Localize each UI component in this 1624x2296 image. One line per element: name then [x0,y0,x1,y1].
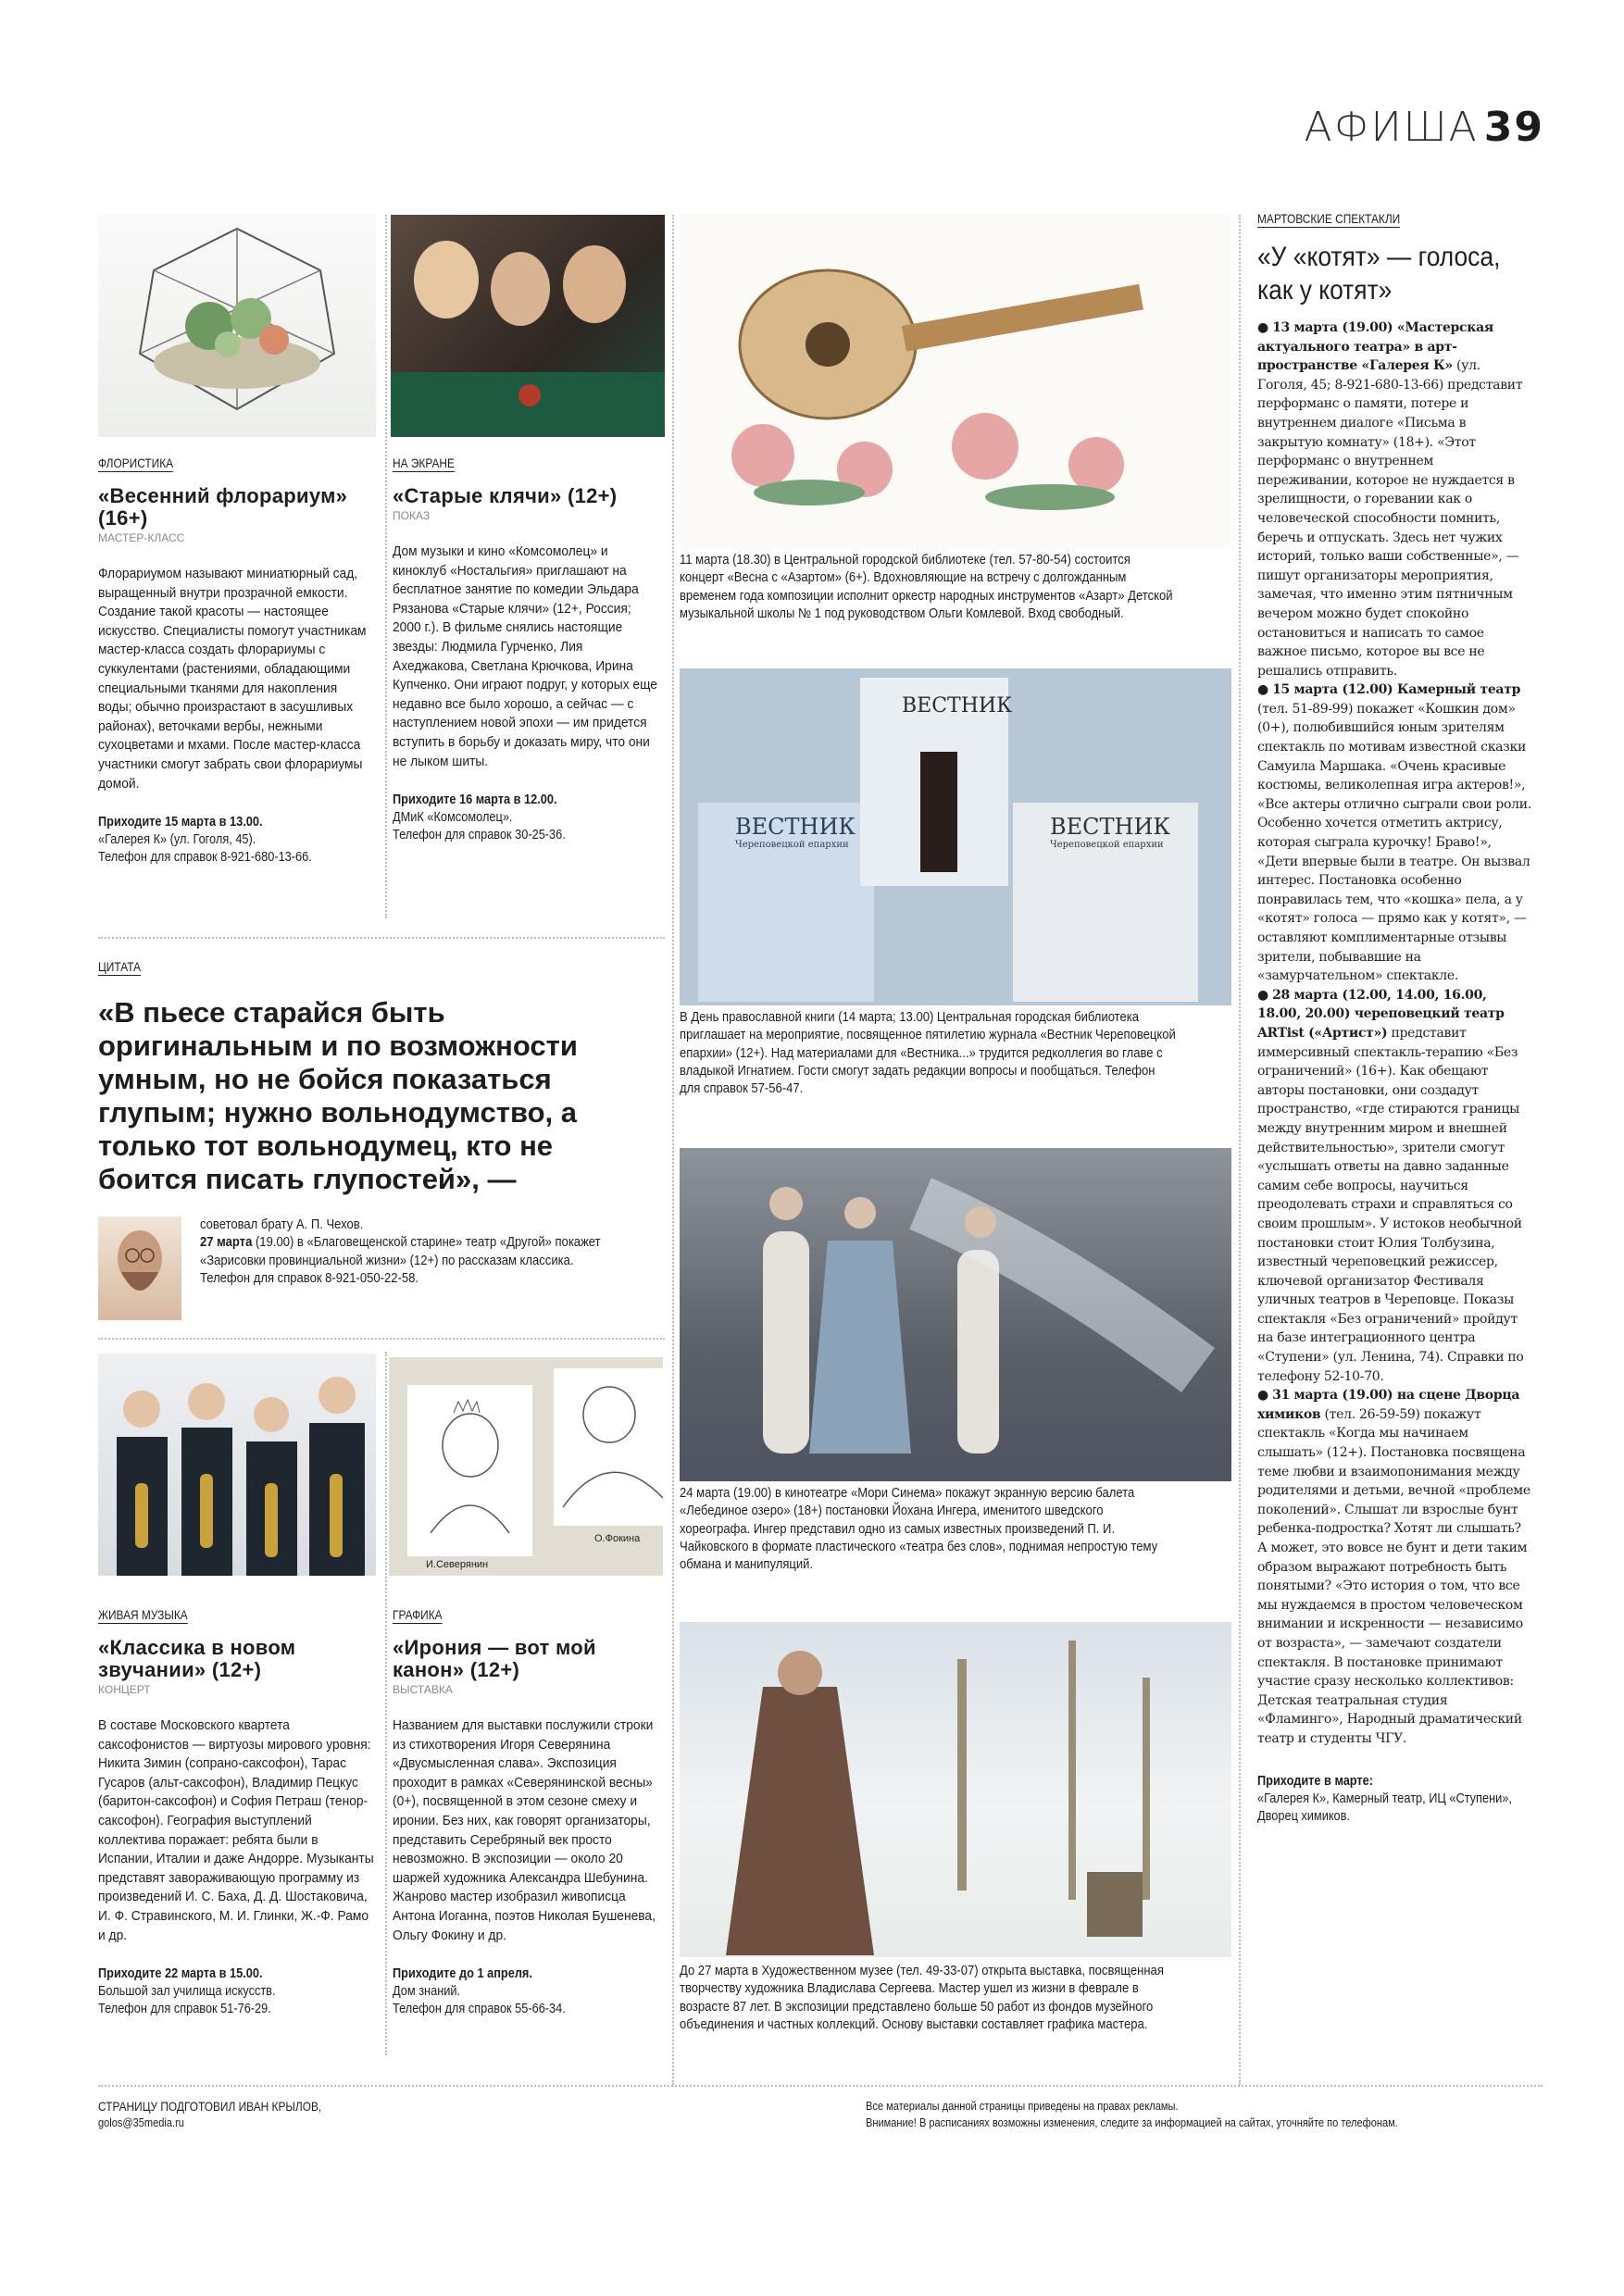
article-title: «Ирония — вот мой канон» (12+) [393,1636,596,1681]
play-text: (тел. 26-59-59) покажут спектакль «Когда мы начинаем слышать» (12+). Постановка посвящена теме любви и взаимопонимания между родителями и детьми, вечной «проблеме поколений». Слышат ли взрослые бунт ребенка-подростка? Хотят ли слышать? А может, это вовсе не бунт и дети таким образом выражают потребность быть понятыми? «Это история о том, что все мы нуждаемся в простом человеческом внимании и искренности — независимо от возраста», — замечают создатели спектакля. В постановке принимают участие сразу несколько коллективов: Детская театральная студия «Фламинго», Народный драматический театр и студенты ЧГУ. [1257,1406,1530,1746]
caricature-fokina [554,1368,663,1526]
caricatures-image [389,1357,663,1576]
prepared-by: СТРАНИЦУ ПОДГОТОВИЛ ИВАН КРЫЛОВ, [98,2099,322,2114]
vestnik-caption: В День православной книги (14 марта; 13.00) Центральная городская библиотека приглашает на мероприятие, посвященное пятилетию журнала «Вестник Череповецкой епархии» (12+). Над материалами для «Вестника...» трудится редколлегия во главе с владыкой Игнатием. Гости смогут задать редакции вопросы и пообщаться. Телефон для справок 57-56-47. [680,1010,1176,1097]
caricature-severyanin [407,1385,532,1556]
play-lead: 13 марта (19.00) «Мастерская актуального театра» в арт-пространстве «Галерея К» [1257,320,1493,374]
event-phone: Телефон для справок 51-76-29. [98,2002,271,2017]
event-places: «Галерея К», Камерный театр, ИЦ «Ступени», Дворец химиков. [1257,1791,1512,1824]
play-lead: 15 марта (12.00) Камерный театр [1272,682,1521,698]
article-footer [393,792,657,844]
florarium-photo [98,215,376,437]
article-footer [98,1965,372,2018]
event-place: Дом знаний. [393,1984,461,2000]
rubric: НА ЭКРАНЕ [393,455,455,470]
column-divider [672,215,674,2085]
magazine-subtitle: Череповецкой епархии [735,840,849,850]
event-when: Приходите до 1 апреля. [393,1966,532,1982]
column-divider [385,1352,387,2055]
article-kind: МАСТЕР-КЛАСС [98,531,185,544]
disclaimer-changes: Внимание! В расписаниях возможны изменения, следите за информацией на сайтах, уточняйте по телефонам. [866,2115,1398,2129]
movie-still-photo [391,215,665,437]
concert-article [98,1607,376,2018]
ballet-caption: 24 марта (19.00) в кинотеатре «Мори Синема» покажут экранную версию балета «Лебединое озеро» (18+) постановки Йохана Ингера, именитого шведского хореографа. Ингер представил одно из самых известных произведений П. И. Чайковского в формате пластического «театра без слов», поднимая непростую тему обмана и манипуляций. [680,1486,1158,1573]
event-place: ДМиК «Комсомолец». [393,810,513,826]
rubric: ЖИВАЯ МУЗЫКА [98,1607,188,1622]
magazine-title: ВЕСТНИК [735,814,856,840]
saxophone-quartet-photo [98,1354,376,1576]
play-item: ● 15 марта (12.00) Камерный театр (тел. 51-89-99) покажет «Кошкин дом» (0+), полюбившийся юным зрителям спектакль по мотивам известной сказки Самуила Маршака. «Очень красивые костюмы, великолепная игра актеров!», «Все актеры отлично сыграли свои роли. Особенно хочется отметить актрису, которая сыграла курочку! Браво!», «Дети впервые были в театре. Он вызвал интерес. Постановка особенно понравилась тем, что «кошка» пела, а у «котят» голоса — прямо как у котят», — оставляют комплиментарные отзывы зрители, побывавшие на «замурчательном» спектакле. [1257,682,1531,984]
magazine-title: ВЕСТНИК [902,694,1013,718]
vestnik-magazines-photo [680,668,1231,1005]
footer-divider [98,2085,1543,2087]
play-item: ● 31 марта (19.00) на сцене Дворца химиков (тел. 26-59-59) покажут спектакль «Когда мы начинаем слышать» (12+). Постановка посвящена теме любви и взаимопонимания между родителями и детьми, вечной «проблеме поколений». Слышат ли взрослые бунт ребенка-подростка? Хотят ли слышать? А может, это вовсе не бунт и дети таким образом выражают потребность быть понятыми? «Это история о том, что все мы нуждаемся в простом человеческом внимании и искренности — независимо от возраста», — замечают создатели спектакля. В постановке принимают участие сразу несколько коллективов: Детская театральная студия «Фламинго», Народный драматический театр и студенты ЧГУ. [1257,1388,1530,1746]
article-body: Названием для выставки послужили строки из стихотворения Игоря Северянина «Двусмысленная слава». Экспозиция проходит в рамках «Северянинской весны» (0+), посвященной в этом сезоне смеху и иронии. Без них, как говорят организаторы, представить Серебряный век просто невозможно. В экспозиции — около 20 шаржей художника Александра Шебунина. Жанрово мастер изобразил живописца Антона Иоганна, поэтов Николая Бушенева, Ольгу Фокину и др. [393,1717,656,1943]
event-details: (19.00) в «Благовещенской старине» театр «Другой» покажет «Зарисовки провинциальной жизни» (12+) по рассказам классика. Телефон для справок 8-921-050-22-58. [200,1235,601,1286]
event-when: Приходите 22 марта в 15.00. [98,1966,263,1982]
exhibition-article [393,1607,661,2018]
article-kind: ПОКАЗ [393,509,431,522]
event-phone: Телефон для справок 8-921-680-13-66. [98,850,312,866]
column-divider [385,215,387,918]
page-number: 39 [1483,104,1544,151]
contact-email[interactable]: golos@35media.ru [98,2115,184,2129]
movie-article [393,455,661,844]
article-title: «Классика в новом звучании» (12+) [98,1636,296,1681]
event-phone: Телефон для справок 30-25-36. [393,828,566,843]
quote-text: «В пьесе старайся быть оригинальным и по возможности умным, но не бойся показаться глупым; нужно вольнодумство, а только тот вольнодумец, кто не боится писать глупостей», — [98,996,578,1195]
rubric: ФЛОРИСТИКА [98,455,174,470]
quote-block [98,959,654,1320]
ballet-photo [680,1148,1231,1481]
play-text: представит иммерсивный спектакль-терапию «Без ограничений» (16+). Как обещают авторы постановки, они создадут пространство, «где стираются границы между внутренним миром и внешней действительностью», зрители смогут «услышать ответы на давно заданные самим себе вопросы, научиться преодолевать страхи и справляться со своим прошлым». У истоков необычной постановки стоит Юлия Толбузина, известный череповецкий режиссер, ключевой организатор Фестиваля уличных театров в Череповце. Показы спектакля «Без ограничений» пройдут на базе интеграционного центра «Ступени» (ул. Ленина, 74). Справки по телефону 52-10-70. [1257,1025,1524,1384]
plays-list [1257,318,1531,1749]
play-item: ● 13 марта (19.00) «Мастерская актуального театра» в арт-пространстве «Галерея К» (ул. Гоголя, 45; 8-921-680-13-66) представит перформанс о памяти, потере и внутреннем диалоге «Письма в закрытую комнату» (18+). «Этот перформанс о внутреннем переживании, которое не нуждается в зрелищности, о горевании как о человеческой способности помнить, беречь и отпускать. Здесь нет чужих историй, только ваши собственные», — пишут организаторы мероприятия, замечая, что именно этим пятничным вечером можно будет спокойно остановиться и написать то самое важное письмо, которое вы все не решались отправить. [1257,320,1523,679]
play-lead: 28 марта (12.00, 14.00, 16.00, 18.00, 20.00) череповецкий театр ARTist («Артист») [1257,987,1505,1041]
article-footer [1257,1773,1528,1826]
article-body: Флорариумом называют миниатюрный сад, выращенный внутри прозрачной емкости. Создание такой красоты — настоящее искусство. Специалисты помогут участникам мастер-класса создать флорариумы с суккулентами (растениями, обладающими специальными тканями для накопления воды; обычно произрастают в засушливых районах), веточками вербы, нежными сухоцветами и мхами. После мастер-класса участники смогут забрать свои флорариумы домой. [98,566,367,792]
caricature-label: И.Северянин [426,1559,489,1570]
section-title: АФИША [1304,104,1479,151]
chekhov-portrait [98,1217,181,1320]
article-title: «Старые клячи» (12+) [393,484,618,507]
guitar-flowers-illustration [680,215,1231,548]
section-divider [98,937,665,939]
play-item: ● 28 марта (12.00, 14.00, 16.00, 18.00, 20.00) череповецкий театр ARTist («Артист») представит иммерсивный спектакль-терапию «Без ограничений» (16+). Как обещают авторы постановки, они создадут пространство, «где стираются границы между внутренним миром и внешней действительностью», зрители смогут «услышать ответы на давно заданные самим себе вопросы, научиться преодолевать страхи и справляться со своим прошлым». У истоков необычной постановки стоит Юлия Толбузина, известный череповецкий режиссер, ключевой организатор Фестиваля уличных театров в Череповце. Показы спектакля «Без ограничений» пройдут на базе интеграционного центра «Ступени» (ул. Ленина, 74). Справки по телефону 52-10-70. [1257,987,1524,1384]
disclaimer-ads: Все материалы данной страницы приведены на правах рекламы. [866,2099,1179,2113]
magazine-title: ВЕСТНИК [1050,814,1170,840]
article-kind: КОНЦЕРТ [98,1683,151,1696]
event-date: 27 марта [200,1235,253,1251]
article-body: В составе Московского квартета саксофонистов — виртуозы мирового уровня: Никита Зимин (сопрано-саксофон), Тарас Гусаров (альт-саксофон), Владимир Пецкус (баритон-саксофон) и София Петраш (тенор-саксофон). География выступлений коллектива поражает: ребята были в Испании, Италии и даже Андорре. Музыканты представят завораживающую программу из произведений И. С. Баха, Д. Д. Шостаковича, И. Ф. Стравинского, М. И. Глинки, Ж.-Ф. Рамо и др. [98,1717,374,1943]
magazine-subtitle: Череповецкой епархии [1050,840,1164,850]
event-phone: Телефон для справок 55-66-34. [393,2002,566,2017]
painting-caption: До 27 марта в Художественном музее (тел. 49-33-07) открыта выставка, посвященная творчеству художника Владислава Сергеева. Мастер ушел из жизни в феврале в возрасте 87 лет. В экспозиции представлено больше 50 работ из фондов музейного объединения и частных коллекций. Основу выставки составляет графика мастера. [680,1964,1164,2032]
disclaimer [866,2098,1624,2131]
article-title: «У «котят» — голоса, как у котят» [1257,242,1501,306]
column-divider [1239,215,1241,2085]
march-plays-article [1257,211,1531,1826]
page-header [1305,104,1545,151]
article-title: «Весенний флорариум» (16+) [98,484,348,530]
caricature-label: О.Фокина [594,1533,641,1544]
article-body: Дом музыки и кино «Комсомолец» и киноклуб «Ностальгия» приглашают на бесплатное занятие по комедии Эльдара Рязанова «Старые клячи» (12+, Россия; 2000 г.). В фильме снялись настоящие звезды: Людмила Гурченко, Лия Ахеджакова, Светлана Крючкова, Ирина Купченко. Они играют подруг, у которых еще недавно все было хорошо, а сейчас — с наступлением новой эпохи — им придется вступить в борьбу и доказать миру, что они не лыком шиты. [393,543,657,769]
section-divider [98,1338,665,1340]
rubric: ЦИТАТА [98,959,142,974]
florarium-article [98,455,376,867]
event-when: Приходите 15 марта в 13.00. [98,815,263,830]
event-when: Приходите в марте: [1257,1773,1374,1789]
event-place: Большой зал училища искусств. [98,1984,276,2000]
event-when: Приходите 16 марта в 12.00. [393,792,557,808]
play-text: (тел. 51-89-99) покажет «Кошкин дом» (0+), полюбившийся юным зрителям спектакль по мотивам известной сказки Самуила Маршака. «Очень красивые костюмы, великолепная игра актеров!», «Все актеры отлично сыграли свои роли. Особенно хочется отметить актрису, которая сыграла курочку! Браво!», «Дети впервые были в театре. Он вызвал интерес. Постановка особенно понравилась тем, что «кошка» пела, а у «котят» голоса — прямо как у котят», — оставляют комплиментарные отзывы зрители, побывавшие на «замурчательном» спектакле. [1257,701,1531,984]
play-text: (ул. Гоголя, 45; 8-921-680-13-66) представит перформанс о памяти, потере и внутреннем диалоге «Письма в закрытую комнату» (18+). «Этот перформанс о внутреннем переживании, которое не нуждается в зрелищности, о горевании как о человеческой способности помнить, беречь и отпускать. Здесь нет чужих историй, только ваши собственные», — пишут организаторы мероприятия, замечая, что именно этим пятничным вечером можно будет спокойно остановиться и написать то самое важное письмо, которое вы все не решались отправить. [1257,358,1523,679]
quote-attribution: советовал брату А. П. Чехов. [200,1217,364,1232]
quote-details [200,1217,608,1320]
painting-photo [680,1622,1231,1957]
rubric: МАРТОВСКИЕ СПЕКТАКЛИ [1257,211,1401,226]
article-kind: ВЫСТАВКА [393,1683,453,1696]
event-place: «Галерея К» (ул. Гоголя, 45). [98,832,256,848]
play-lead: 31 марта (19.00) на сцене Дворца химиков [1257,1388,1520,1422]
article-footer [393,1965,657,2018]
concert-caption: 11 марта (18.30) в Центральной городской библиотеке (тел. 57-80-54) состоится концерт «Весна с «Азартом» (6+). Вдохновляющие на встречу с долгожданным временем года композиции исполнит оркестр народных инструментов «Азарт» Детской музыкальной школы № 1 под руководством Ольги Комлевой. Вход свободный. [680,553,1173,621]
article-footer [98,814,372,867]
rubric: ГРАФИКА [393,1607,443,1622]
